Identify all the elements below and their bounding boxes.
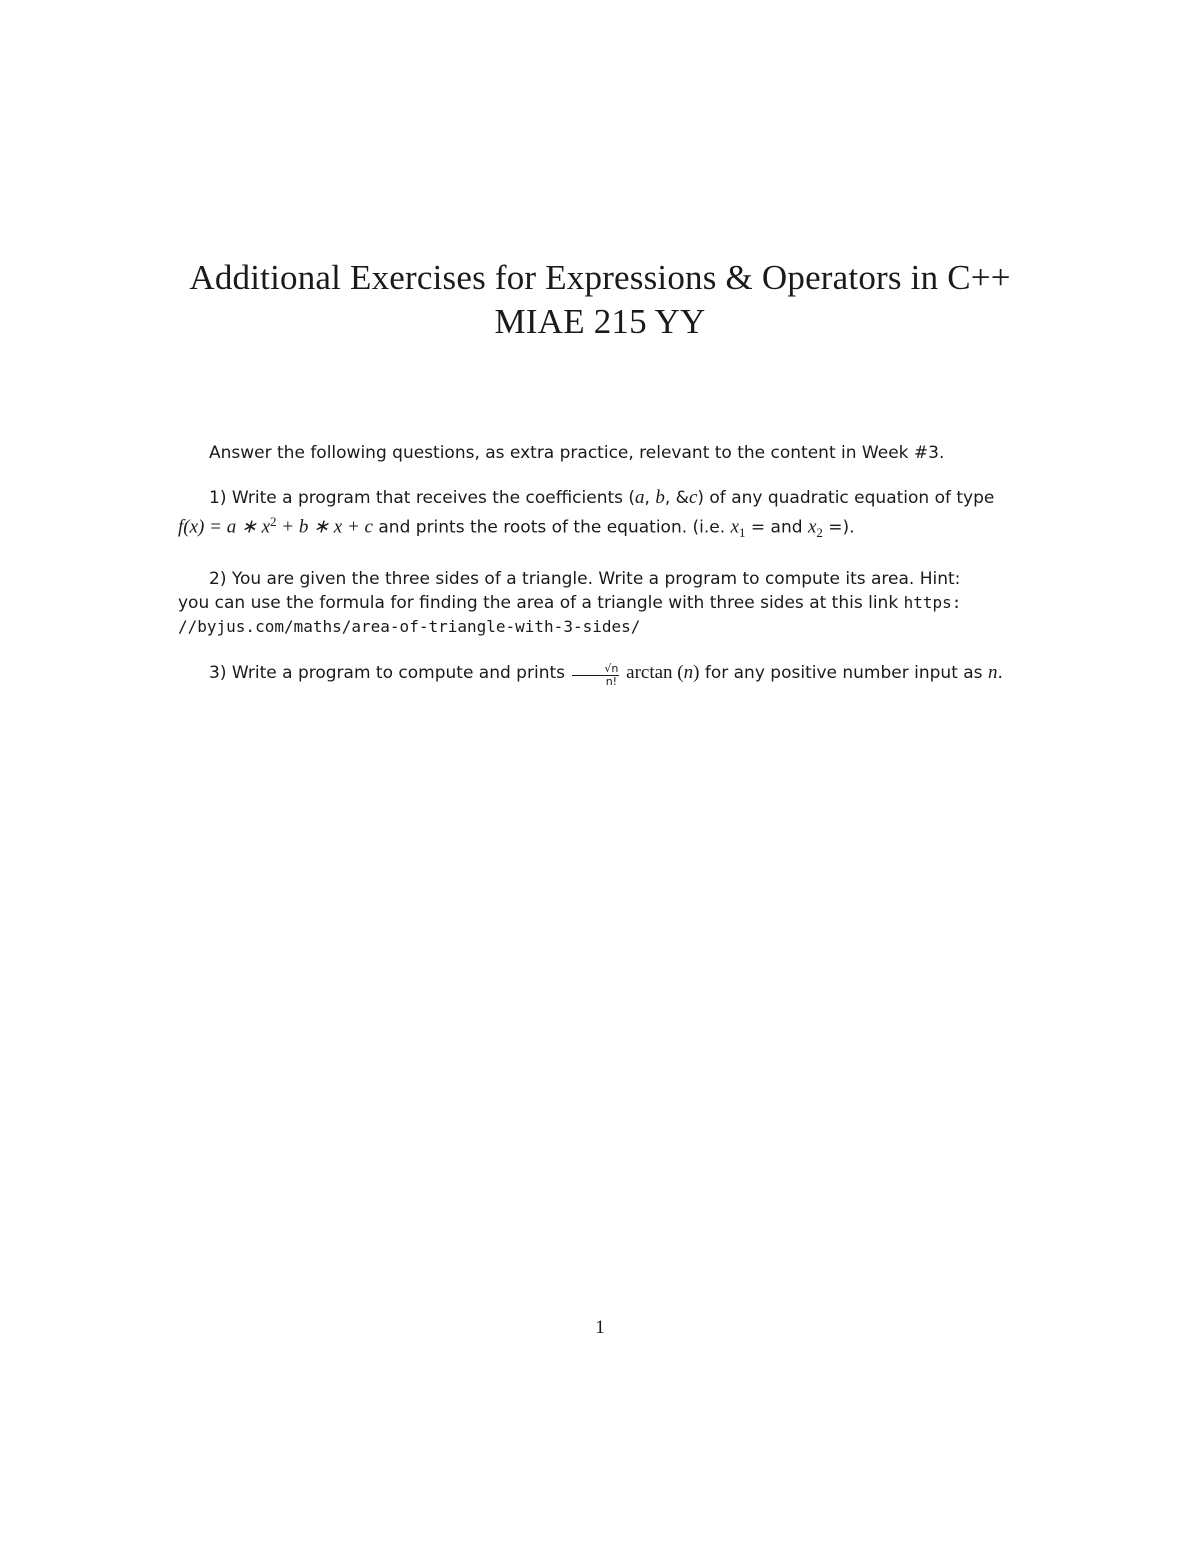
sqrt-n-over-n-factorial [572,663,619,688]
title-line-1: Additional Exercises for Expressions & Operators in C++ [189,258,1011,297]
question-3-line-1 [178,661,1023,688]
q2-hint-text: you can use the formula for finding the area of a triangle with three sides at this link [178,593,904,614]
document-body [178,441,1023,710]
var-n: n [987,662,998,684]
q3-prefix: 3) Write a program to compute and prints [209,663,571,684]
x2-subscript: 2 [816,525,823,541]
q3-suffix: for any positive number input as [699,663,988,684]
question-3 [178,661,1023,688]
reference-link-continued[interactable]: //byjus.com/maths/area-of-triangle-with-3-sides/ [178,617,641,637]
q1-sep: , & [664,488,689,508]
var-x2: x [807,516,817,538]
q1-tail: =). [822,517,855,538]
arctan-function: arctan ( [621,662,684,684]
quadratic-formula: f(x) = a ∗ x [178,516,271,538]
q1-sep: , [644,488,656,508]
intro-paragraph: Answer the following questions, as extra practice, relevant to the content in Week #3. [209,443,945,463]
q1-prefix: 1) Write a program that receives the coefficients ( [209,488,636,508]
q1-suffix: ) of any quadratic equation of type [697,488,995,508]
x1-subscript: 1 [739,525,746,541]
var-x1: x [730,516,739,538]
var-n: n [683,662,694,684]
question-2-line-2 [178,591,1023,615]
formula-exponent: 2 [270,514,277,529]
fraction-denominator: n! [605,675,618,689]
document-title [0,256,1200,344]
quadratic-formula-end: + b ∗ x + c [276,516,373,538]
question-1 [178,486,1023,545]
q3-end: . [997,663,1003,684]
arctan-close: ) [693,662,700,684]
fraction-numerator: √n [572,663,619,676]
question-1-line-2 [178,510,1023,545]
q1-mid: = and [745,517,808,538]
title-line-2: MIAE 215 YY [494,302,706,341]
page-number: 1 [595,1317,605,1338]
var-b: b [655,487,665,508]
question-2 [178,567,1023,639]
question-2-line-1: 2) You are given the three sides of a triangle. Write a program to compute its area. Hint: [209,569,961,590]
question-1-line-1 [178,486,1023,510]
var-c: c [688,487,698,508]
var-a: a [635,487,645,508]
q1-roots-text: and prints the roots of the equation. (i.e. [372,517,731,538]
reference-link[interactable]: https: [903,593,962,613]
